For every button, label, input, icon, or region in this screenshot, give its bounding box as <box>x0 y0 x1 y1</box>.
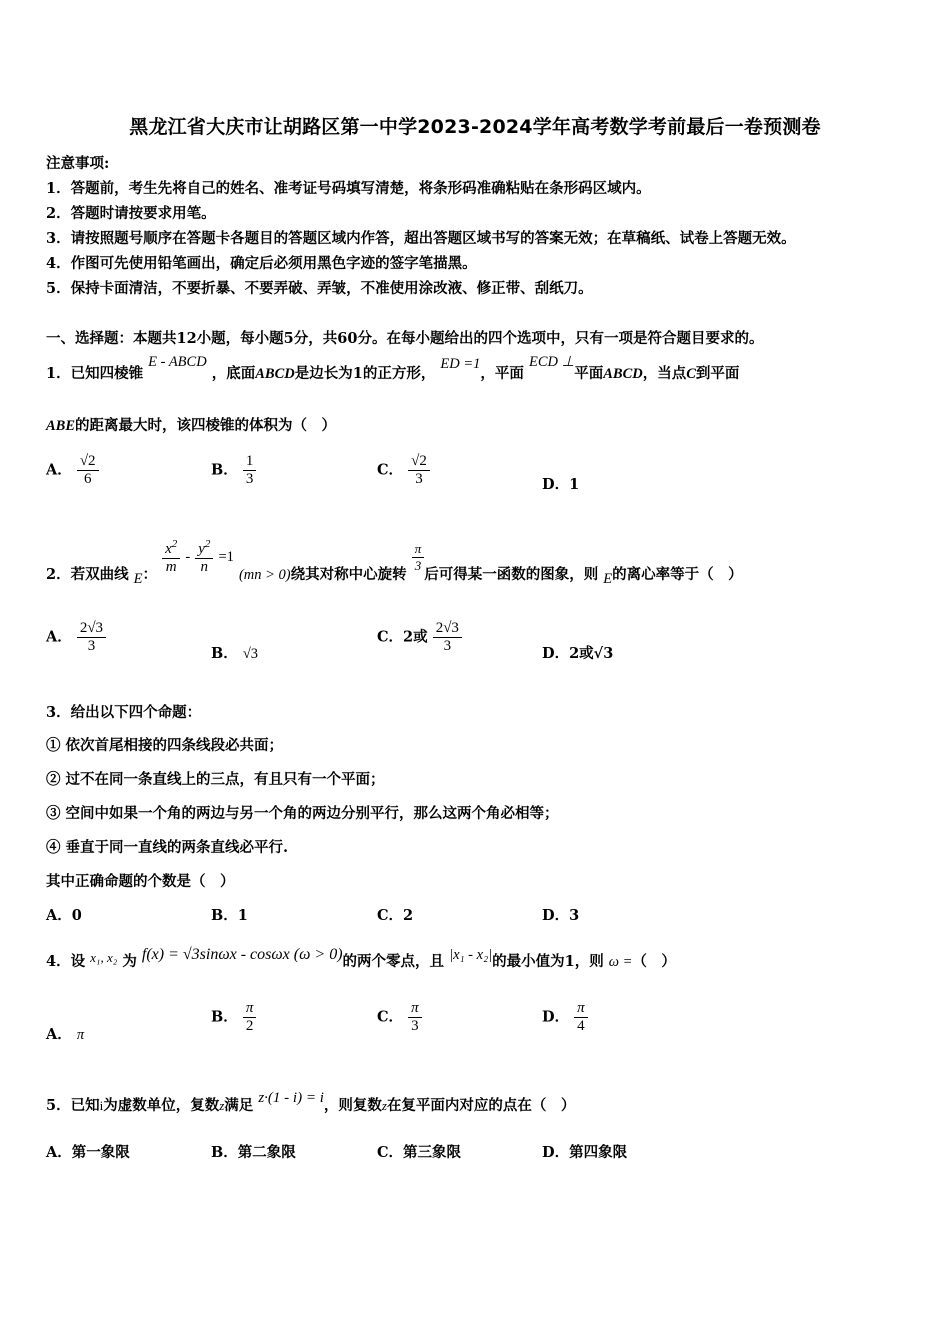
option-label: D． <box>542 1144 570 1161</box>
q5-math: z <box>381 1098 387 1113</box>
proposition: ④ 垂直于同一直线的两条直线必平行. <box>46 839 289 856</box>
question-1-stem-line2 <box>46 414 336 435</box>
question-2-stem: 2．若双曲线 E： $\frac{x^2}{m}$ - $\frac{y^2}{n}$ =1 (mn > 0)绕其对称中心旋转 $\frac{\pi}{3}$ 后可得某一函数的图象，则 E的离心率等于（ ） <box>46 538 743 587</box>
option-label: C． <box>377 1144 404 1161</box>
option-label: A． <box>46 907 72 924</box>
option-label: A． <box>46 1026 72 1043</box>
denominator: n <box>195 558 213 576</box>
q2-text: 的离心率等于（ ） <box>612 566 743 583</box>
q4-option-c[interactable] <box>377 1000 422 1035</box>
option-label: B． <box>211 1008 238 1026</box>
q2-text: 绕其对称中心旋转 <box>290 566 407 583</box>
q4-option-a[interactable] <box>46 1023 84 1044</box>
option-text: 3 <box>569 907 580 924</box>
q2-math: E <box>603 571 613 587</box>
fraction <box>412 541 425 574</box>
q5-math: z·(1 - i) = i <box>258 1090 324 1106</box>
q2-math: (mn > 0) <box>238 567 291 583</box>
q1-math: ED =1 <box>440 356 481 372</box>
denominator: 3 <box>243 470 257 488</box>
q5-option-a[interactable] <box>46 1141 130 1162</box>
q2-text: 后可得某一函数的图象，则 <box>424 566 599 583</box>
q5-math: z <box>219 1098 225 1113</box>
option-label: A． <box>46 461 72 479</box>
var-x: x <box>165 541 172 557</box>
option-label: A． <box>46 628 72 646</box>
option-text: 1 <box>237 907 248 924</box>
proposition: ① 依次首尾相接的四条线段必共面； <box>46 737 284 754</box>
q5-option-d[interactable] <box>542 1141 627 1162</box>
q3-option-a[interactable] <box>46 904 82 925</box>
q2-math: E <box>133 571 143 587</box>
numerator: √2 <box>411 453 427 469</box>
option-text: 2 <box>403 907 414 924</box>
fraction <box>574 1000 588 1035</box>
question-5-stem <box>46 1090 576 1115</box>
option-label: C． <box>377 1008 404 1026</box>
denominator: 3 <box>408 470 430 488</box>
q2-option-a[interactable] <box>46 620 106 655</box>
question-3-ask: 其中正确命题的个数是（ ） <box>46 873 235 890</box>
question-3-stem: 3．给出以下四个命题： <box>46 704 202 721</box>
option-text: 第四象限 <box>569 1144 628 1161</box>
option-text: 第二象限 <box>237 1144 296 1161</box>
q1-math: ECD ⊥ <box>528 354 575 370</box>
option-label: C． <box>377 461 404 479</box>
notice-item: 5．保持卡面清洁，不要折暴、不要弄破、弄皱，不准使用涂改液、修正带、刮纸刀。 <box>46 280 593 297</box>
denominator: m <box>162 558 180 576</box>
q1-math: ABCD <box>603 366 643 382</box>
q2-option-c[interactable] <box>377 620 462 655</box>
q1-option-a[interactable] <box>46 453 99 488</box>
page-title: 黑龙江省大庆市让胡路区第一中学2023-2024学年高考数学考前最后一卷预测卷 <box>129 116 821 138</box>
option-text: 2或√3 <box>569 645 614 662</box>
notice-item: 4．作图可先使用铅笔画出，确定后必须用黑色字迹的签字笔描黑。 <box>46 255 477 272</box>
q1-option-c[interactable] <box>377 453 430 488</box>
q1-math: ABCD <box>255 366 295 382</box>
q1-option-b[interactable] <box>211 453 256 488</box>
q2-text: ： <box>142 566 158 583</box>
q4-text: 的最小值为1，则 <box>492 953 604 970</box>
fraction <box>408 1000 422 1035</box>
q3-option-c[interactable] <box>377 904 413 925</box>
option-label: D． <box>542 476 570 493</box>
option-label: B． <box>211 461 238 479</box>
option-text: 0 <box>71 907 82 924</box>
q4-math: f(x) = √3sinωx - cosωx (ω > 0) <box>141 946 343 963</box>
numerator: √2 <box>79 453 96 469</box>
option-text: 1 <box>569 476 580 493</box>
q4-text: 的两个零点，且 <box>342 953 445 970</box>
q1-math: ABE <box>46 418 76 434</box>
q4-option-b[interactable] <box>211 1000 256 1035</box>
q1-text: 平面 <box>574 365 604 382</box>
q3-option-d[interactable] <box>542 904 579 925</box>
denominator: 4 <box>574 1017 588 1035</box>
fraction <box>408 453 430 488</box>
q5-option-b[interactable] <box>211 1141 296 1162</box>
numerator: $x^2$ <box>165 538 178 557</box>
numerator: π <box>414 540 422 556</box>
numerator: π <box>411 1000 419 1016</box>
q5-text: 满足 <box>224 1097 254 1114</box>
q2-text: 2．若双曲线 <box>46 566 129 583</box>
q1-text: ，平面 <box>480 365 524 382</box>
q4-option-d[interactable] <box>542 1000 588 1035</box>
numerator: 2√3 <box>435 620 459 636</box>
denominator: 3 <box>412 557 425 574</box>
notice-item: 2．答题时请按要求用笔。 <box>46 205 216 222</box>
q3-option-b[interactable] <box>211 904 248 925</box>
q4-text: 为 <box>122 953 137 970</box>
question-4-stem <box>46 946 676 971</box>
q2-option-b[interactable] <box>211 642 258 663</box>
q1-text: ，底面 <box>211 365 256 382</box>
denominator: 3 <box>408 1017 422 1035</box>
q1-math: C <box>686 366 696 382</box>
numerator: 2√3 <box>79 620 104 636</box>
fraction <box>243 453 257 488</box>
option-label: D． <box>542 907 570 924</box>
q2-option-d[interactable] <box>542 642 613 663</box>
q1-math: E - ABCD <box>148 354 207 370</box>
q4-math: x₁, x₂ <box>90 950 118 965</box>
q1-text: ，当点 <box>642 365 687 382</box>
q1-text: 1．已知四棱锥 <box>46 365 144 382</box>
numerator: $y^2$ <box>198 538 211 557</box>
option-label: D． <box>542 1008 570 1026</box>
q5-text: 在复平面内对应的点在（ ） <box>386 1097 576 1114</box>
fraction <box>433 620 462 655</box>
q1-text: 的距离最大时，该四棱锥的体积为（ ） <box>75 417 337 434</box>
proposition: ② 过不在同一条直线上的三点，有且只有一个平面； <box>46 771 385 788</box>
numerator: π <box>245 1000 254 1016</box>
option-text: √3 <box>242 646 259 662</box>
proposition: ③ 空间中如果一个角的两边与另一个角的两边分别平行，那么这两个角必相等； <box>46 805 559 822</box>
q1-text: 是边长为1的正方形， <box>294 365 436 382</box>
q5-text: 5．已知 <box>46 1097 100 1114</box>
numerator: 1 <box>245 453 254 469</box>
q5-text: ，则复数 <box>323 1097 382 1114</box>
q4-text: （ ） <box>632 953 676 970</box>
option-label: B． <box>211 645 238 662</box>
question-1-stem <box>46 354 740 383</box>
notice-item: 1．答题前，考生先将自己的姓名、准考证号码填写清楚，将条形码准确粘贴在条形码区域内。 <box>46 180 651 197</box>
fraction <box>162 538 180 576</box>
fraction <box>195 538 213 576</box>
q1-text: 到平面 <box>695 365 740 382</box>
option-text: 第一象限 <box>71 1144 130 1161</box>
denominator: 3 <box>77 637 106 655</box>
q5-math: i <box>99 1098 104 1113</box>
denominator: 3 <box>433 637 462 655</box>
option-label: B． <box>211 1144 238 1161</box>
var-y: y <box>198 541 205 557</box>
q5-text: 为虚数单位，复数 <box>103 1097 220 1114</box>
section-heading: 一、选择题：本题共12小题，每小题5分，共60分。在每小题给出的四个选项中，只有一项是符合题目要求的。 <box>46 330 764 347</box>
option-label: A． <box>46 1144 72 1161</box>
option-label: D． <box>542 645 570 662</box>
fraction <box>77 620 106 655</box>
option-label: C． <box>377 628 404 646</box>
notice-item: 3．请按照题号顺序在答题卡各题目的答题区域内作答，超出答题区域书写的答案无效；在草稿纸、试卷上答题无效。 <box>46 230 796 247</box>
q1-option-d[interactable] <box>542 473 579 494</box>
q2-math: =1 <box>218 549 234 565</box>
denominator: 2 <box>243 1017 257 1035</box>
fraction <box>77 453 99 488</box>
q4-text: 4．设 <box>46 953 86 970</box>
q4-math: ω = <box>608 954 633 970</box>
q5-option-c[interactable] <box>377 1141 461 1162</box>
numerator: π <box>577 1000 585 1016</box>
option-label: C． <box>377 907 404 924</box>
option-text: 第三象限 <box>403 1144 462 1161</box>
option-prefix: 2或 <box>403 628 428 646</box>
denominator: 6 <box>77 470 99 488</box>
notice-heading: 注意事项: <box>46 155 110 172</box>
option-label: B． <box>211 907 238 924</box>
fraction <box>243 1000 257 1035</box>
q4-math: |x₁ - x₂| <box>449 947 493 963</box>
option-text: π <box>76 1027 85 1043</box>
